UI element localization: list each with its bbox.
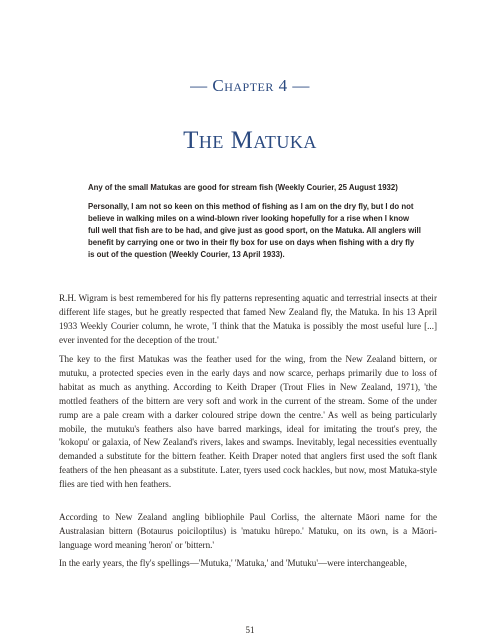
- epigraph-quote: Personally, I am not so keen on this method of fishing as I am on the dry fly, but I do not believe in walking miles on a wind-blown river looking hopefully for a rise when I know full well that fish are to be had, and give just as good sport, on the Matuka. All anglers will benefit by carrying one or two in their fly box for use on days when fishing with a dry fly is out of the question (Weekly Courier, 13 April 1933).: [88, 202, 421, 259]
- chapter-label: — Chapter 4 —: [190, 76, 310, 95]
- page-number: 51: [245, 625, 255, 635]
- body-paragraph: The key to the first Matukas was the feather used for the wing, from the New Zealand bittern, or mutuku, a protected species even in the early days and now scarce, perhaps primarily due to loss of habitat as much as anything. According to Keith Draper (Trout Flies in New Zealand, 1971), 'the mottled feathers of the bittern are very soft and work in the current of the stream. Some of the under rump are a pale cream with a darker coloured stripe down the centre.' As well as being particularly mobile, the mutuku's feathers also have barred markings, ideal for imitating the trout's prey, the 'kokopu' or galaxia, of New Zealand's rivers, lakes and swamps. Inevitably, legal necessities eventually demanded a substitute for the bittern feather. Keith Draper noted that anglers first used the soft flank feathers of the hen pheasant as a substitute. Later, tyers used cock hackles, but now, most Matuka-style flies are tied with hen feathers.: [59, 354, 437, 490]
- chapter-title: The Matuka: [183, 127, 317, 154]
- body-paragraph: In the early years, the fly's spellings—'Mutuka,' 'Matuka,' and 'Mutuku'—were interchangeable,: [59, 558, 407, 568]
- body-paragraph: R.H. Wigram is best remembered for his fly patterns representing aquatic and terrestrial insects at their different life stages, but he greatly respected that famed New Zealand fly, the Matuka. In his 13 April 1933 Weekly Courier column, he wrote, 'I think that the Matuka is possibly the most useful lure [...] ever invented for the deception of the trout.': [59, 293, 437, 345]
- body-paragraph: According to New Zealand angling bibliophile Paul Corliss, the alternate Māori name for the Australasian bittern (Botaurus poiciloptilus) is 'matuku hūrepo.' Matuku, on its own, is a Māori-language word meaning 'heron' or 'bittern.': [59, 512, 437, 550]
- epigraph-quote: Any of the small Matukas are good for stream fish (Weekly Courier, 25 August 1932): [88, 183, 398, 192]
